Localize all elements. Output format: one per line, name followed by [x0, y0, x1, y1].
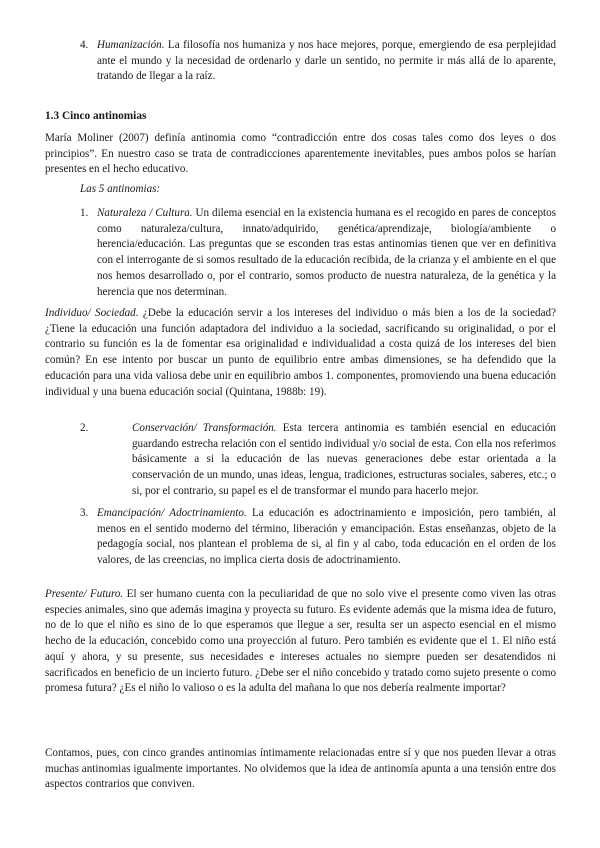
- conclusion-paragraph: Contamos, pues, con cinco grandes antinomias íntimamente relacionadas entre sí y que nos pueden llevar a otras muchas antinomias igualmente importantes. No olvidemos que la idea de antinomía apunta a una tensión entre dos aspectos contrarios que conviven.: [45, 747, 556, 791]
- section-heading: 1.3 Cinco antinomias: [45, 110, 147, 122]
- list-term: Emancipación/ Adoctrinamiento.: [97, 507, 247, 519]
- paragraph-term: Individuo/ Sociedad.: [45, 307, 139, 319]
- paragraph-term: Presente/ Futuro.: [45, 588, 124, 600]
- list-item-naturaleza: [80, 206, 556, 300]
- list-item-emancipacion: [80, 506, 556, 569]
- list-number: 3.: [80, 507, 89, 519]
- individuo-paragraph: Individuo/ Sociedad. ¿Debe la educación servir a los intereses del individuo o más bien a los de la sociedad? ¿Tiene la educación una función adaptadora del individuo a la sociedad, sacrificando su originalidad, o por el contrario su función es la de fomentar esa originalidad e individualidad a costa quizá de los intereses del bien común? En ese intento por buscar un punto de equilibrio entre ambas dimensiones, se ha defendido que la educación para una vida valiosa debe unir en equilibrio ambos 1. componentes, promoviendo una buena educación individual y una buena educación social (Quintana, 1988b: 19).: [45, 307, 556, 398]
- list-number: 4.: [80, 39, 89, 51]
- list-term: Humanización.: [97, 39, 165, 51]
- list-term: Conservación/ Transformación.: [132, 422, 277, 434]
- list-number: 1.: [80, 207, 89, 219]
- presente-paragraph: Presente/ Futuro. El ser humano cuenta con la peculiaridad de que no solo vive el presente como viven las otras especies animales, sino que además imagina y proyecta su futuro. Es evidente además que la misma idea de futuro, no de lo que el niño es sino de lo que esperamos que llegue a ser, resulta ser un aspecto esencial en el mismo hecho de la educación, concebido como una proyección al futuro. Pero también es evidente que el 1. El niño está aquí y ahora, y su presente, sus necesidades e intereses actuales no siempre pueden ser desatendidos ni sacrificados en beneficio de un incierto futuro. ¿Debe ser el niño concebido y tratado como sujeto presente o como promesa futura? ¿Es el niño lo valioso o es la adulta del mañana lo que nos debería realmente importar?: [45, 588, 556, 695]
- list-number: 2.: [80, 422, 89, 434]
- list-text: Naturaleza / Cultura. Un dilema esencial en la existencia humana es el recogido en pares de conceptos como naturaleza/cultura, innato/adquirido, genética/aprendizaje, biología/ambiente o herencia/educación. Las preguntas que se esconden tras estas antinomias tienen que ver en definitiva con el interrogante de si somos resultado de la educación recibida, de la crianza y el ambiente en el que nos hemos desarrollado o, por el contrario, somos producto de nuestra naturaleza, de la genética y la herencia que nos determinan.: [97, 207, 556, 298]
- list-item-conservacion: [80, 421, 556, 500]
- intro-paragraph: María Moliner (2007) definía antinomia como “contradicción entre dos cosas tales como dos leyes o dos principios”. En nuestro caso se trata de contradicciones aparentemente inevitables, pues ambos polos se harían presentes en el hecho educativo.: [45, 132, 556, 176]
- list-term: Naturaleza / Cultura.: [97, 207, 193, 219]
- list-text: Humanización. La filosofía nos humaniza y nos hace mejores, porque, emergiendo de esa perplejidad ante el mundo y la necesidad de ordenarlo y darle un sentido, no permite ir más allá de lo aparente, tratando de llegar a la raíz.: [97, 39, 556, 83]
- list-text: Emancipación/ Adoctrinamiento. La educación es adoctrinamiento e imposición, pero también, al menos en el sentido moderno del término, liberación y emancipación. Estas enseñanzas, objeto de la pedagogía social, nos plantean el problema de si, al fin y al cabo, toda educación en el orden de los valores, de las creencias, no implica cierta dosis de adoctrinamiento.: [97, 507, 556, 567]
- list-title: Las 5 antinomias:: [80, 183, 161, 195]
- list-text: Conservación/ Transformación. Esta tercera antinomia es también esencial en educación guardando estrecha relación con el sentido individual y/o social de esta. Con ella nos referimos básicamente a si la educación de las nuevas generaciones debe estar orientada a la conservación de un mundo, unas ideas, lengua, tradiciones, estructuras sociales, saberes, etc.; o si, por el contrario, su papel es el de transformar el mundo para hacerlo mejor.: [132, 422, 556, 497]
- list-item-humanizacion: [80, 38, 556, 85]
